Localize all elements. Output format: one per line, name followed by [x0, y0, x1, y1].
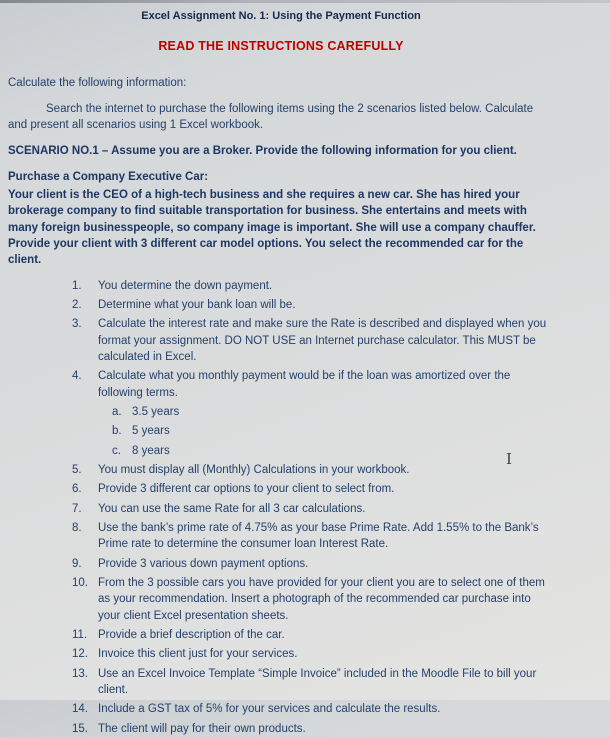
scenario-heading: SCENARIO NO.1 – Assume you are a Broker. Provide the following information for you client.	[8, 145, 517, 158]
list-text: Provide 3 different car options to your client to select from.	[98, 483, 395, 496]
list-item	[72, 297, 554, 313]
list-item	[72, 520, 554, 553]
list-item	[72, 278, 554, 294]
list-number: 10.	[72, 576, 88, 589]
list-item	[72, 666, 554, 699]
list-number: 5.	[72, 463, 82, 476]
list-text: Invoice this client just for your services.	[98, 648, 298, 661]
sub-list-item	[112, 443, 554, 459]
list-item	[72, 481, 554, 497]
list-number: 4.	[72, 370, 82, 383]
list-item	[72, 627, 554, 643]
list-text: Include a GST tax of 5% for your services and calculate the results.	[98, 703, 441, 716]
list-number: 13.	[72, 667, 88, 680]
list-item	[72, 556, 554, 572]
list-item	[72, 501, 554, 517]
list-text: The client will pay for their own products.	[98, 722, 306, 735]
list-text: Calculate what you monthly payment would be if the loan was amortized over the following terms.	[98, 370, 511, 399]
sub-list-letter: a.	[112, 405, 122, 418]
list-item	[72, 701, 554, 717]
instruction-list	[72, 278, 554, 737]
sub-list-item	[112, 423, 554, 439]
list-text: Provide 3 various down payment options.	[98, 557, 309, 570]
list-text: You determine the down payment.	[98, 279, 273, 292]
sub-list-text: 8 years	[132, 444, 170, 457]
list-item	[72, 368, 554, 401]
list-item	[72, 721, 554, 737]
purchase-heading: Purchase a Company Executive Car:	[8, 170, 209, 183]
list-item	[72, 462, 554, 478]
list-item	[72, 646, 554, 662]
list-text: You must display all (Monthly) Calculations in your workbook.	[98, 463, 410, 476]
sub-list-text: 3.5 years	[132, 405, 180, 418]
list-text: You can use the same Rate for all 3 car calculations.	[98, 502, 366, 515]
document-title: Excel Assignment No. 1: Using the Payment Function	[141, 10, 421, 22]
overview-paragraph: Search the internet to purchase the following items using the 2 scenarios listed below. Calculate and present all scenarios using 1 Excel workbook.	[8, 102, 534, 132]
list-item	[72, 575, 554, 624]
list-text: Calculate the interest rate and make sure the Rate is described and displayed when you format your assignment. DO NOT USE an Internet purchase calculator. This MUST be calculated in Excel.	[98, 318, 547, 363]
list-number: 1.	[72, 279, 82, 292]
list-number: 7.	[72, 502, 82, 515]
list-number: 8.	[72, 521, 82, 534]
list-text: From the 3 possible cars you have provided for your client you are to select one of them as your recommendation. Insert a photograph of the recommended car purchase into your client Excel presentation sheets.	[98, 576, 545, 622]
list-number: 12.	[72, 648, 88, 661]
list-number: 6.	[72, 483, 82, 496]
sub-list-item	[112, 404, 554, 420]
list-text: Provide a brief description of the car.	[98, 628, 285, 641]
sub-list-letter: b.	[112, 425, 122, 438]
list-number: 9.	[72, 557, 82, 570]
sub-list-letter: c.	[112, 444, 121, 457]
list-number: 14.	[72, 703, 88, 716]
purchase-paragraph: Your client is the CEO of a high-tech business and she requires a new car. She has hired your brokerage company to find suitable transportation for business. She entertains and meets with many foreign businesspeople, so company image is important. She will use a company chauffer. Provide your client with 3 different car model options. You select the recommended car for the client.	[8, 189, 536, 267]
list-number: 15.	[72, 722, 88, 735]
warning-heading: READ THE INSTRUCTIONS CAREFULLY	[158, 38, 404, 53]
intro-line: Calculate the following information:	[8, 77, 187, 90]
list-number: 11.	[72, 628, 88, 641]
list-number: 3.	[72, 318, 82, 331]
list-number: 2.	[72, 298, 82, 311]
sub-list-text: 5 years	[132, 425, 170, 438]
list-text: Use the bank’s prime rate of 4.75% as your base Prime Rate. Add 1.55% to the Bank’s Prime rate to determine the consumer loan Interest Rate.	[98, 521, 539, 551]
list-text: Determine what your bank loan will be.	[98, 298, 296, 311]
list-text: Use an Excel Invoice Template “Simple Invoice” included in the Moodle File to bill your client.	[98, 667, 537, 696]
list-item	[72, 316, 554, 365]
text-cursor-icon: I	[506, 450, 512, 468]
